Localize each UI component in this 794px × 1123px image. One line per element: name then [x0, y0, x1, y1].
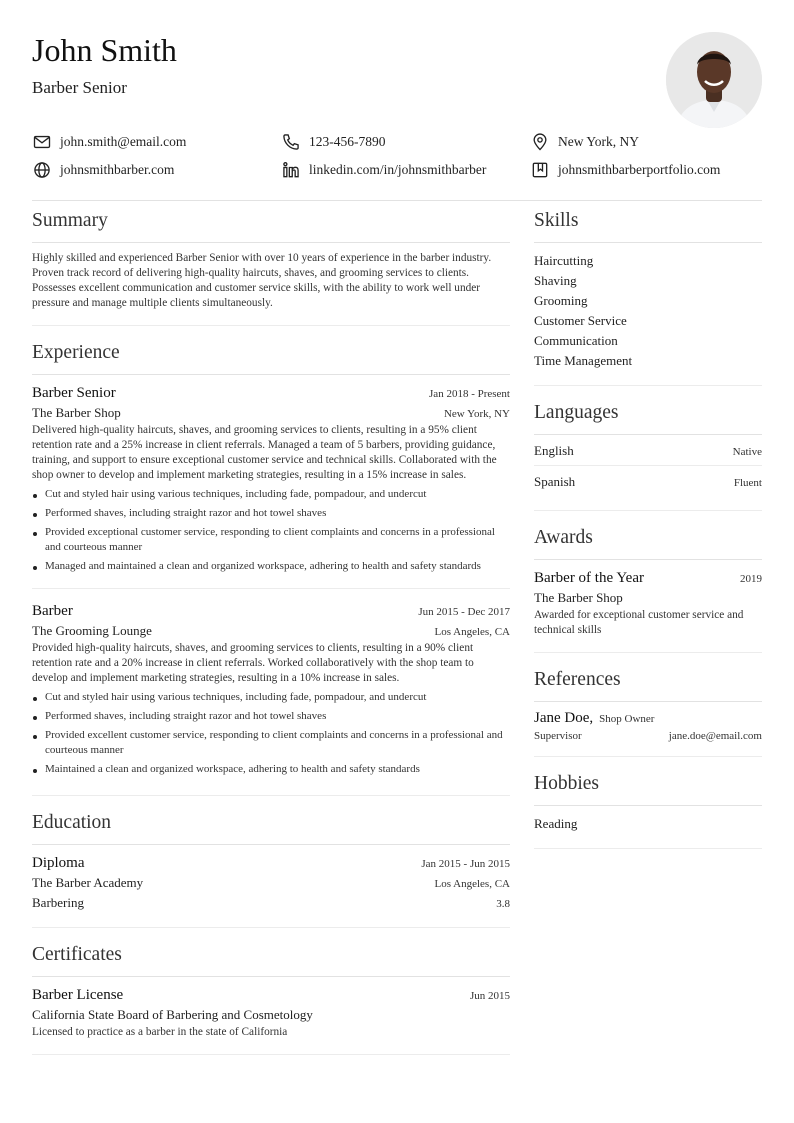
certificate-date: Jun 2015 — [469, 990, 510, 1002]
job-location: Los Angeles, CA — [434, 626, 510, 638]
awards-section — [534, 525, 762, 653]
job-dates: Jun 2015 - Dec 2017 — [418, 606, 510, 618]
bullet-item: Maintained a clean and organized workspace, adhering to health and safety standards — [32, 762, 510, 777]
certificate-name: Barber License — [32, 987, 124, 1003]
bullet-item: Managed and maintained a clean and organized workspace, adhering to health and safety standards — [32, 559, 510, 574]
phone-icon — [281, 132, 301, 152]
certificates-heading: Certificates — [32, 942, 510, 977]
languages-section — [534, 400, 762, 511]
job-bullets — [32, 487, 510, 574]
skill-item: Communication — [534, 333, 618, 348]
award-issuer: The Barber Shop — [534, 590, 623, 605]
job-description: Provided high-quality haircuts, shaves, and grooming services to clients, resulting in a 90% client retention rate and a 20% increase in client referrals. Worked collaboratively with the shop team to develop and implement marketing strategies, resulting in a 10% increase in sales. — [32, 642, 474, 684]
degree-name: Diploma — [32, 855, 85, 871]
hobbies-section — [534, 771, 762, 849]
bullet-item: Performed shaves, including straight razor and hot towel shaves — [32, 506, 510, 521]
experience-heading: Experience — [32, 340, 510, 375]
right-column — [534, 208, 762, 863]
hobbies-heading: Hobbies — [534, 771, 762, 806]
contact-linkedin[interactable] — [281, 160, 486, 180]
certificate-description: Licensed to practice as a barber in the state of California — [32, 1026, 288, 1038]
summary-section — [32, 208, 510, 326]
skill-item: Shaving — [534, 273, 577, 288]
school-location: Los Angeles, CA — [434, 878, 510, 890]
experience-section — [32, 340, 510, 796]
references-section — [534, 667, 762, 757]
award-description: Awarded for exceptional customer service and technical skills — [534, 609, 744, 636]
left-column — [32, 208, 510, 1069]
skill-item: Customer Service — [534, 313, 627, 328]
company-name: The Barber Shop — [32, 405, 121, 420]
contact-info — [32, 132, 762, 188]
reference-role: Shop Owner — [599, 713, 655, 725]
award-year: 2019 — [740, 573, 762, 585]
bookmark-icon — [530, 160, 550, 180]
award-name: Barber of the Year — [534, 570, 644, 586]
bullet-item: Cut and styled hair using various techniques, including fade, pompadour, and undercut — [32, 690, 510, 705]
education-section — [32, 810, 510, 928]
reference-email[interactable]: jane.doe@email.com — [668, 730, 762, 742]
profile-photo — [666, 32, 762, 128]
languages-heading: Languages — [534, 400, 762, 435]
language-level: Fluent — [733, 477, 762, 489]
bullet-item: Provided exceptional customer service, responding to client complaints and concerns in a professional and courteous manner — [32, 525, 510, 555]
gpa-value: 3.8 — [496, 898, 510, 910]
website-text: johnsmithbarber.com — [60, 162, 175, 177]
awards-heading: Awards — [534, 525, 762, 560]
header-divider — [32, 200, 762, 201]
reference-relation: Supervisor — [534, 730, 582, 742]
job-dates: Jan 2018 - Present — [429, 388, 510, 400]
skills-section — [534, 208, 762, 386]
experience-entry — [32, 383, 510, 589]
linkedin-text: linkedin.com/in/johnsmithbarber — [309, 162, 487, 177]
job-bullets — [32, 690, 510, 777]
experience-entry — [32, 601, 510, 777]
company-name: The Grooming Lounge — [32, 623, 152, 638]
language-name: Spanish — [534, 474, 576, 489]
phone-text: 123-456-7890 — [309, 134, 386, 149]
school-name: The Barber Academy — [32, 875, 144, 890]
location-text: New York, NY — [558, 134, 640, 149]
contact-location — [530, 132, 639, 152]
job-title: Barber Senior — [32, 78, 127, 97]
job-location: New York, NY — [443, 408, 510, 420]
references-heading: References — [534, 667, 762, 702]
education-dates: Jan 2015 - Jun 2015 — [421, 858, 510, 870]
contact-email[interactable] — [32, 132, 186, 152]
portfolio-text: johnsmithbarberportfolio.com — [558, 162, 721, 177]
education-heading: Education — [32, 810, 510, 845]
job-description: Delivered high-quality haircuts, shaves, and grooming services to clients, resulting in a 95% client retention rate and a 25% increase in client referrals. Managed a team of 5 barbers, providing guidance, training, and support to ensure exceptional customer service and technical skills. Collaborated with the shop owner to develop and implement marketing strategies, resulting in a 15% increase in sales. — [32, 424, 497, 481]
contact-phone[interactable] — [281, 132, 386, 152]
location-pin-icon — [530, 132, 550, 152]
skill-item: Time Management — [534, 353, 633, 368]
language-level: Native — [732, 446, 762, 458]
certificates-section — [32, 942, 510, 1055]
field-of-study: Barbering — [32, 895, 84, 910]
linkedin-icon — [281, 160, 301, 180]
bullet-item: Cut and styled hair using various techniques, including fade, pompadour, and undercut — [32, 487, 510, 502]
contact-portfolio[interactable] — [530, 160, 720, 180]
bullet-item: Performed shaves, including straight razor and hot towel shaves — [32, 709, 510, 724]
bullet-item: Provided excellent customer service, responding to client complaints and concerns in a professional and courteous manner — [32, 728, 510, 758]
job-position: Barber Senior — [32, 385, 116, 401]
mail-icon — [32, 132, 52, 152]
email-text: john.smith@email.com — [60, 134, 187, 149]
language-name: English — [534, 443, 574, 458]
hobby-item: Reading — [534, 816, 578, 831]
reference-name: Jane Doe, — [534, 710, 594, 726]
language-row — [534, 474, 762, 496]
summary-heading: Summary — [32, 208, 510, 243]
person-name: John Smith — [32, 32, 177, 68]
resume-header — [32, 28, 762, 138]
skills-heading: Skills — [534, 208, 762, 243]
certificate-issuer: California State Board of Barbering and Cosmetology — [32, 1007, 313, 1022]
summary-text: Highly skilled and experienced Barber Senior with over 10 years of experience in the barber industry. Proven track record of delivering high-quality haircuts, shaves, and grooming services to clients. Possesses excellent communication and customer service skills, with the ability to work well under pressure and manage multiple clients simultaneously. — [32, 252, 492, 309]
globe-icon — [32, 160, 52, 180]
skill-item: Grooming — [534, 293, 588, 308]
language-row — [534, 443, 762, 466]
skill-item: Haircutting — [534, 253, 594, 268]
contact-website[interactable] — [32, 160, 174, 180]
job-position: Barber — [32, 603, 73, 619]
